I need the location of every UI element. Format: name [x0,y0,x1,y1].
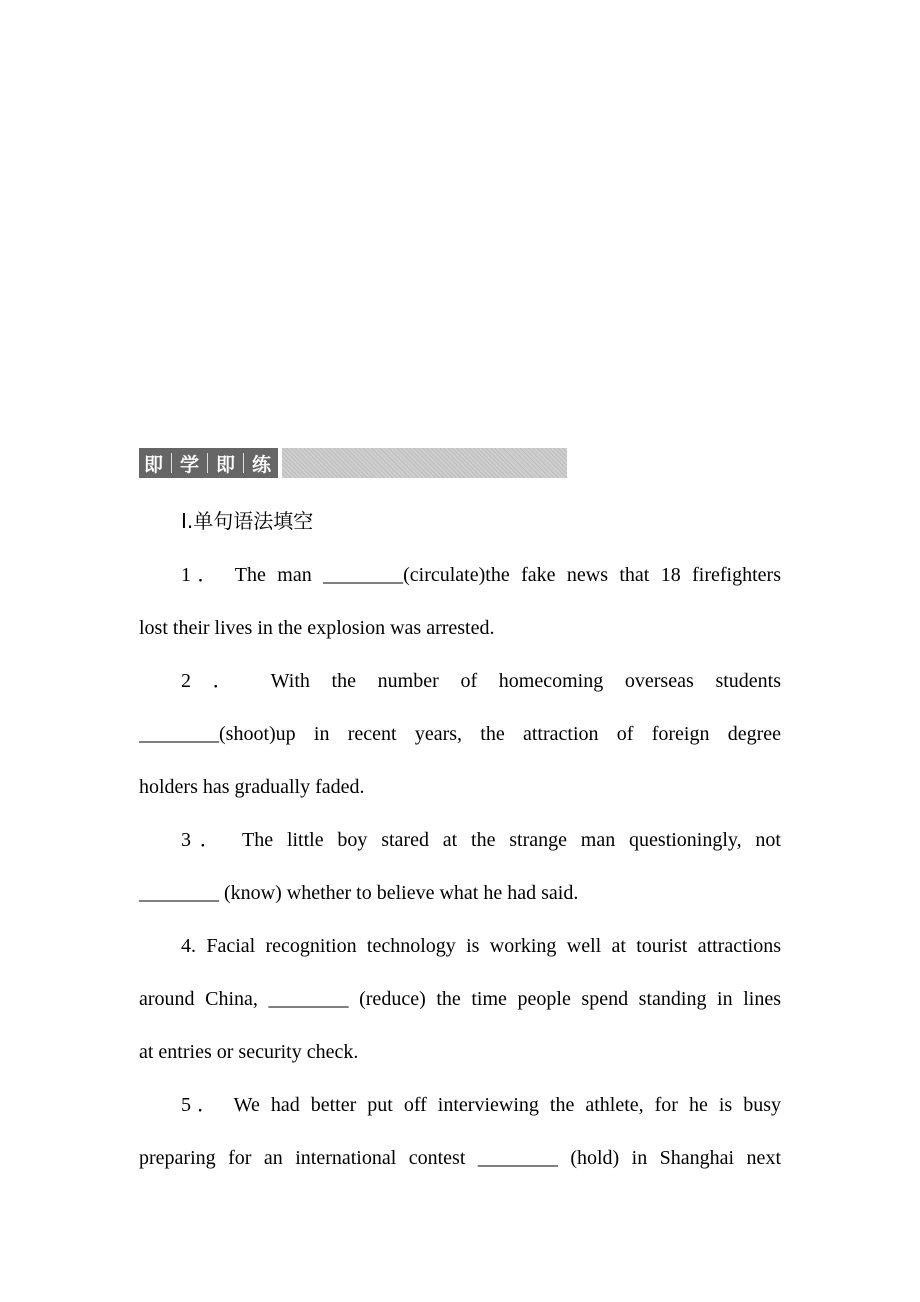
item-2-line: ________(shoot)up in recent years, the attraction of foreign degree [139,723,781,745]
item-5-line: preparing for an international contest ________ (hold) in Shanghai next [139,1147,781,1169]
item-2-line: 2 ． With the number of homecoming overseas students [181,670,781,692]
item-3-line: ________ (know) whether to believe what he had said. [139,882,579,904]
banner-label [139,448,278,478]
item-5-line: 5． We had better put off interviewing the athlete, for he is busy [181,1094,781,1116]
section-title: Ⅰ.单句语法填空 [181,509,314,533]
banner-bar [282,448,567,478]
section-banner [139,448,567,478]
banner-char: 练 [252,453,272,476]
item-1-line: lost their lives in the explosion was arrested. [139,617,495,639]
item-4-line: around China, ________ (reduce) the time people spend standing in lines [139,988,781,1010]
item-2-line: holders has gradually faded. [139,776,365,798]
banner-char: 即 [216,453,236,476]
item-1-line: 1． The man ________(circulate)the fake news that 18 firefighters [181,564,781,586]
banner-char: 学 [180,453,200,476]
banner-char: 即 [144,453,164,476]
item-4-line: at entries or security check. [139,1041,359,1063]
item-4-line: 4. Facial recognition technology is working well at tourist attractions [181,935,781,957]
exercise-list [139,549,781,1185]
item-3-line: 3． The little boy stared at the strange man questioningly, not [181,829,781,851]
